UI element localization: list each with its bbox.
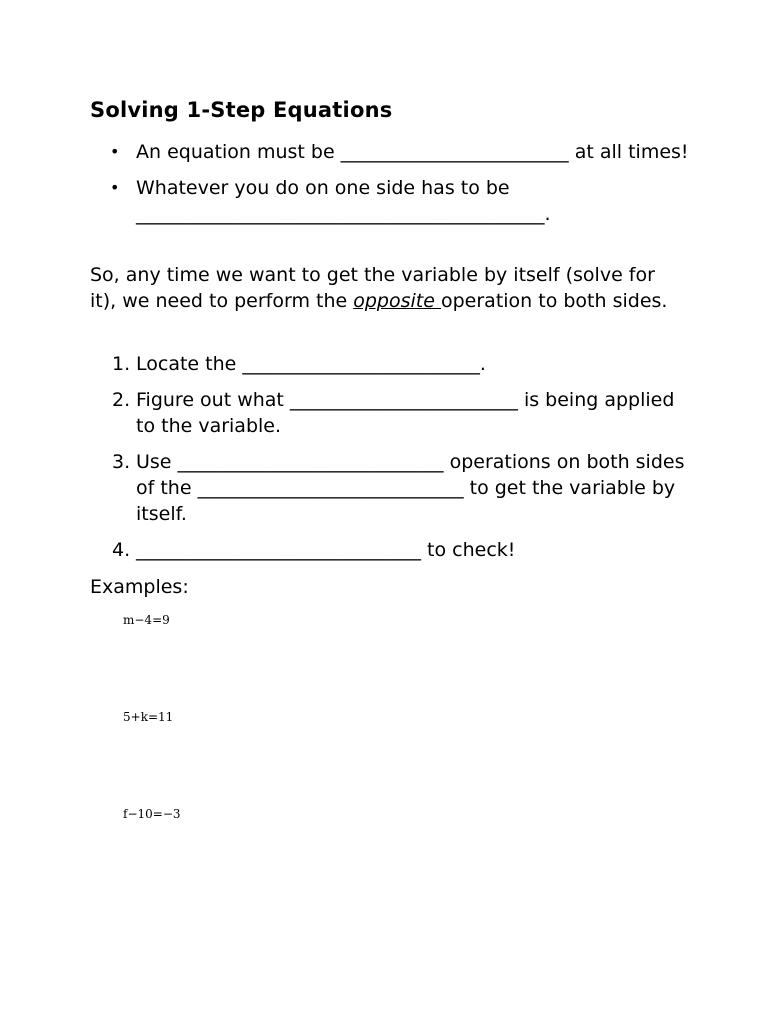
page-title: Solving 1-Step Equations: [90, 98, 393, 122]
emphasis-word: opposite: [353, 290, 441, 312]
bullet-text: Whatever you do on one side has to be: [136, 177, 510, 199]
example-equation: 5+k=11: [123, 710, 174, 724]
step-number: 2.: [112, 389, 131, 411]
bullet-text: An equation must be ________________________ at all times!: [136, 141, 689, 163]
bullet-item: [90, 175, 690, 227]
step-item: [90, 387, 690, 439]
fill-in-blank: ___________________________________________.: [136, 203, 551, 225]
step-number: 1.: [112, 353, 131, 375]
step-number: 3.: [112, 451, 131, 473]
example-equation: m−4=9: [123, 613, 170, 627]
step-item: [90, 449, 690, 527]
bullet-list: [90, 139, 690, 237]
steps-list: [90, 351, 690, 573]
bullet-item: [90, 139, 690, 165]
examples-heading: Examples:: [90, 576, 189, 598]
bullet-icon: •: [110, 142, 120, 161]
step-item: [90, 537, 690, 563]
step-number: 4.: [112, 539, 131, 561]
step-text: Locate the _________________________.: [136, 353, 486, 375]
intro-paragraph: [90, 262, 680, 314]
step-text: Figure out what ________________________ is being applied to the variable.: [136, 389, 675, 437]
intro-text: So, any time we want to get the variable by itself (solve for it), we need to perform the: [90, 264, 655, 312]
step-text: ______________________________ to check!: [136, 539, 516, 561]
intro-text-end: operation to both sides.: [440, 290, 668, 312]
example-equation: f−10=−3: [123, 807, 181, 821]
step-item: [90, 351, 690, 377]
bullet-icon: •: [110, 178, 120, 197]
step-text: Use ____________________________ operations on both sides of the ____________________________ to get the variable by itself.: [136, 451, 685, 525]
